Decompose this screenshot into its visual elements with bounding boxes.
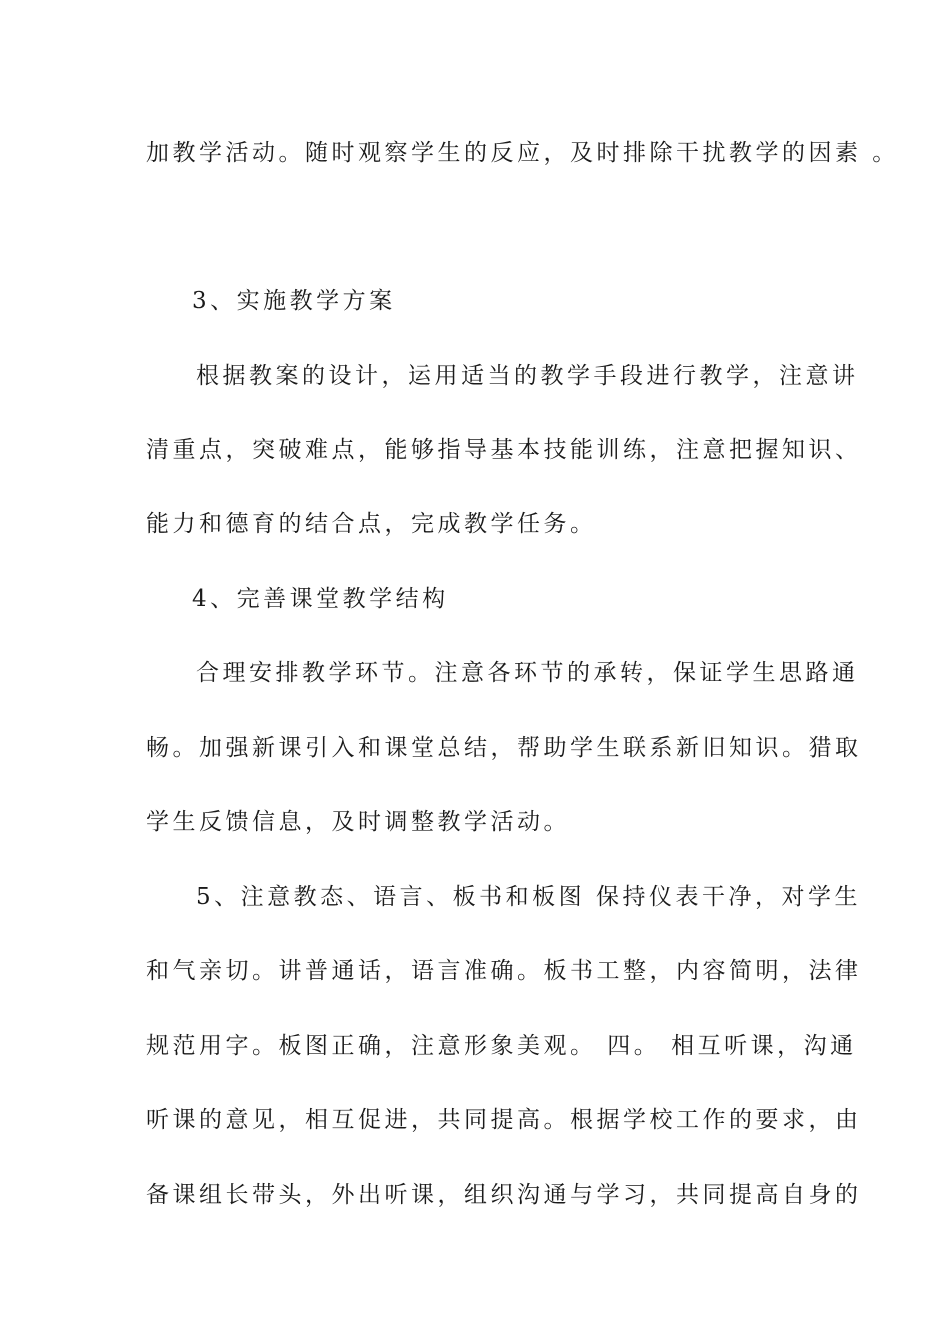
text-line-5: 能力和德育的结合点，完成教学任务。: [146, 511, 597, 537]
text-line-7: 合理安排教学环节。注意各环节的承转，保证学生思路通: [196, 660, 859, 686]
section-heading-5: 5、注意教态、语言、板书和板图 保持仪表干净，对学生: [196, 884, 861, 910]
text-line-9: 学生反馈信息，及时调整教学活动。: [146, 809, 570, 835]
text-line-11: 和气亲切。讲普通话，语言准确。板书工整，内容简明，法律: [146, 958, 862, 984]
text-line-8: 畅。加强新课引入和课堂总结，帮助学生联系新旧知识。猎取: [146, 735, 862, 761]
text-line-4: 清重点，突破难点，能够指导基本技能训练，注意把握知识、: [146, 437, 862, 463]
text-line-12: 规范用字。板图正确，注意形象美观。 四。 相互听课，沟通: [146, 1033, 857, 1059]
text-line-13: 听课的意见，相互促进，共同提高。根据学校工作的要求，由: [146, 1107, 862, 1133]
text-line-3: 根据教案的设计，运用适当的教学手段进行教学，注意讲: [196, 363, 859, 389]
text-line-1: 加教学活动。随时观察学生的反应，及时排除干扰教学的因素 。: [146, 140, 899, 166]
text-line-14: 备课组长带头，外出听课，组织沟通与学习，共同提高自身的: [146, 1182, 862, 1208]
section-heading-4: 4、完善课堂教学结构: [192, 586, 449, 612]
section-heading-3: 3、实施教学方案: [192, 288, 396, 314]
